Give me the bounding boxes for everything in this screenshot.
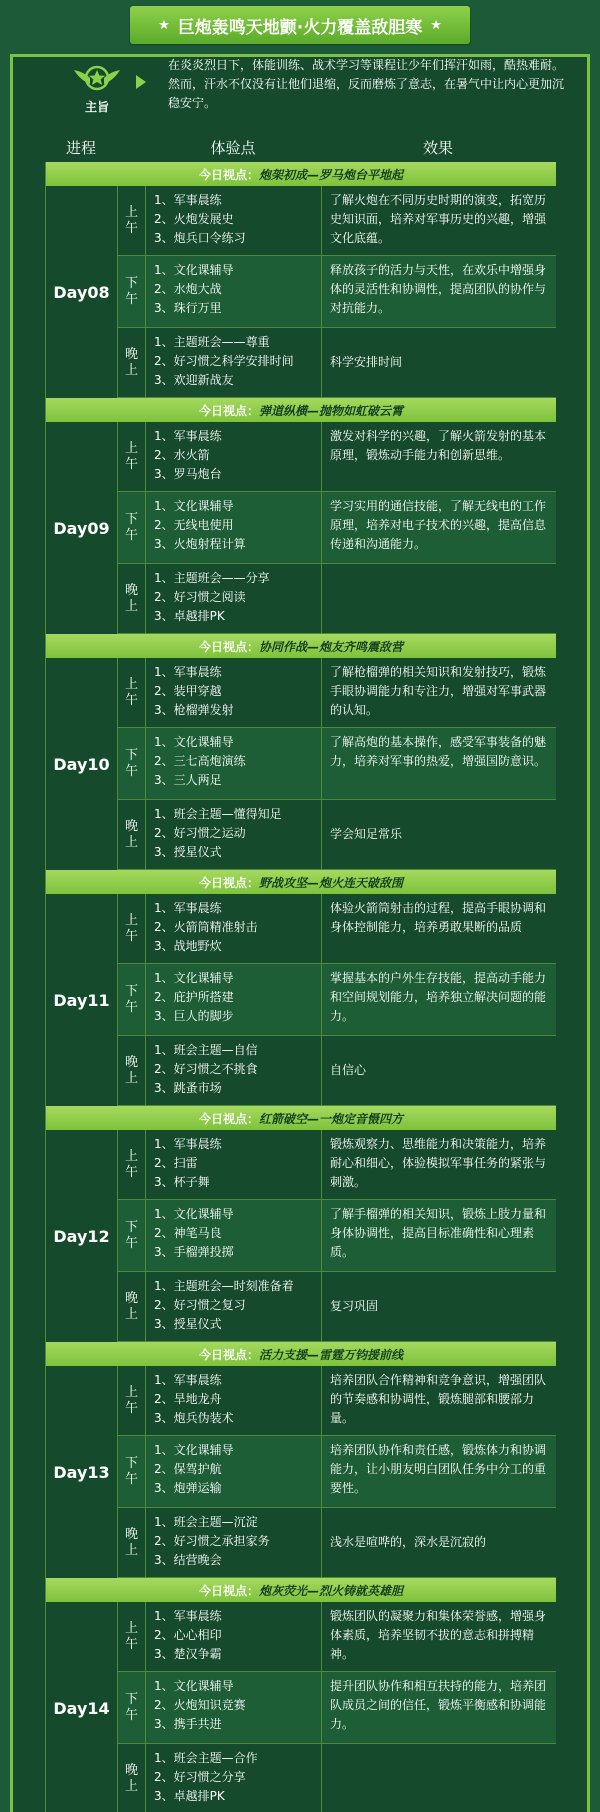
activity-item: 2、无线电使用 <box>154 518 234 532</box>
activity-item: 3、楚汉争霸 <box>154 1647 222 1661</box>
day-theme-bar <box>46 1106 556 1130</box>
activity-item: 3、枪榴弹发射 <box>154 703 234 717</box>
period-label: 晚上 <box>118 564 146 633</box>
activities-list <box>146 964 322 1035</box>
page-title: 巨炮轰鸣天地颤·火力覆盖敌胆寒 <box>177 17 423 38</box>
theme-prefix: 今日视点： <box>198 639 259 654</box>
day-block <box>46 1106 556 1342</box>
activity-item: 1、军事晨练 <box>154 1137 222 1151</box>
activity-item: 3、欢迎新战友 <box>154 373 234 387</box>
badge-label: 主旨 <box>84 100 109 114</box>
theme-prefix: 今日视点： <box>198 1347 259 1362</box>
day-label: Day08 <box>46 186 118 398</box>
theme-text: 炮架初成—罗马炮台平地起 <box>259 167 404 182</box>
activity-item: 1、军事晨练 <box>154 1609 222 1623</box>
header-activities: 体验点 <box>210 138 256 157</box>
activities-list <box>146 1672 322 1743</box>
activity-item: 3、罗马炮台 <box>154 467 222 481</box>
day-block <box>46 1578 556 1812</box>
activity-item: 2、三七高炮演练 <box>154 754 246 768</box>
activity-item: 2、水炮大战 <box>154 282 222 296</box>
activities-list <box>146 492 322 563</box>
effect-text: 培养团队协作和责任感，锻炼体力和协调能力，让小朋友明白团队任务中分工的重要性。 <box>330 1443 547 1495</box>
page-title-banner <box>130 6 470 44</box>
table-row <box>118 186 556 256</box>
day-label: Day14 <box>46 1602 118 1812</box>
period-label: 晚上 <box>118 1744 146 1812</box>
table-row <box>118 564 556 634</box>
table-row <box>118 1272 556 1342</box>
activities-list <box>146 1508 322 1577</box>
effect-text: 掌握基本的户外生存技能，提高动手能力和空间规划能力，培养独立解决问题的能力。 <box>330 971 547 1023</box>
period-label: 晚上 <box>118 328 146 397</box>
activity-item: 2、好习惯之阅读 <box>154 590 246 604</box>
activity-item: 3、珠行万里 <box>154 301 222 315</box>
activity-item: 1、军事晨练 <box>154 1373 222 1387</box>
activity-item: 3、携手共进 <box>154 1717 222 1731</box>
activity-item: 1、军事晨练 <box>154 193 222 207</box>
effect-text: 了解高炮的基本操作，感受军事装备的魅力，培养对军事的热爱，增强国防意识。 <box>330 735 547 768</box>
schedule-table <box>45 162 555 1812</box>
effect-text: 了解手榴弹的相关知识，锻炼上肢力量和身体协调性，提高目标准确性和心理素质。 <box>330 1207 547 1259</box>
activity-item: 2、火箭筒精准射击 <box>154 920 258 934</box>
day-theme-bar <box>46 1342 556 1366</box>
activity-item: 3、三人两足 <box>154 773 222 787</box>
activity-item: 1、主题班会——尊重 <box>154 335 270 349</box>
period-label: 晚上 <box>118 800 146 869</box>
activity-item: 2、火炮知识竞赛 <box>154 1698 246 1712</box>
day-theme-bar <box>46 634 556 658</box>
activity-item: 1、班会主题—合作 <box>154 1751 258 1765</box>
activity-item: 2、心心相印 <box>154 1628 222 1642</box>
day-block <box>46 162 556 398</box>
activity-item: 3、炮兵口令练习 <box>154 231 246 245</box>
day-label: Day13 <box>46 1366 118 1578</box>
star-icon: ★ <box>430 17 442 33</box>
activities-list <box>146 1200 322 1271</box>
theme-text: 炮灰荧光—烈火铸就英雄胆 <box>259 1583 404 1598</box>
effect-text: 释放孩子的活力与天性，在欢乐中增强身体的灵活性和协调性，提高团队的协作与对抗能力。 <box>330 263 547 315</box>
activity-item: 1、文化课辅导 <box>154 1679 234 1693</box>
activity-item: 3、杯子舞 <box>154 1175 210 1189</box>
header-day: 进程 <box>65 138 96 157</box>
table-row <box>118 422 556 492</box>
day-body <box>46 1366 556 1578</box>
table-row <box>118 1602 556 1672</box>
activity-item: 3、手榴弹投掷 <box>154 1245 234 1259</box>
period-label: 晚上 <box>118 1508 146 1577</box>
activities-list <box>146 658 322 727</box>
activities-list <box>146 894 322 963</box>
activity-item: 3、卓越排PK <box>154 609 225 623</box>
activity-item: 1、文化课辅导 <box>154 971 234 985</box>
effect-text: 锻炼团队的凝聚力和集体荣誉感，增强身体素质，培养坚韧不拔的意志和拼搏精神。 <box>330 1609 547 1661</box>
activity-item: 3、跳蚤市场 <box>154 1081 222 1095</box>
table-row <box>118 658 556 728</box>
activity-item: 2、装甲穿越 <box>154 684 222 698</box>
day-block <box>46 398 556 634</box>
table-row <box>118 256 556 328</box>
activity-item: 1、主题班会—时刻准备着 <box>154 1279 294 1293</box>
activity-item: 3、炮弹运输 <box>154 1481 222 1495</box>
activities-list <box>146 564 322 633</box>
effect-text <box>322 1744 556 1812</box>
day-label: Day09 <box>46 422 118 634</box>
table-row <box>118 1200 556 1272</box>
theme-prefix: 今日视点： <box>198 167 259 182</box>
activity-item: 2、旱地龙舟 <box>154 1392 222 1406</box>
activity-item: 3、巨人的脚步 <box>154 1009 234 1023</box>
table-row <box>118 1130 556 1200</box>
table-row <box>118 1036 556 1106</box>
period-label: 下午 <box>118 256 146 327</box>
effect-text <box>322 564 556 633</box>
effect-text: 培养团队合作精神和竞争意识，增强团队的节奏感和协调性，锻炼腿部和腰部力量。 <box>330 1373 547 1425</box>
activity-item: 1、班会主题—懂得知足 <box>154 807 282 821</box>
effect-text: 学习实用的通信技能，了解无线电的工作原理，培养对电子技术的兴趣，提高信息传递和沟通能力。 <box>330 499 547 551</box>
day-theme-bar <box>46 870 556 894</box>
theme-prefix: 今日视点： <box>198 403 259 418</box>
effect-text: 了解枪榴弹的相关知识和发射技巧，锻炼手眼协调能力和专注力，增强对军事武器的认知。 <box>330 665 547 717</box>
theme-prefix: 今日视点： <box>198 1111 259 1126</box>
theme-text: 弹道纵横—抛物如虹破云霄 <box>259 403 404 418</box>
header-spacer <box>117 132 145 162</box>
activity-item: 1、文化课辅导 <box>154 499 234 513</box>
day-body <box>46 894 556 1106</box>
activity-item: 2、扫雷 <box>154 1156 198 1170</box>
period-label: 晚上 <box>118 1272 146 1341</box>
theme-prefix: 今日视点： <box>198 875 259 890</box>
activity-item: 3、结营晚会 <box>154 1553 222 1567</box>
activity-item: 2、好习惯之承担家务 <box>154 1534 270 1548</box>
activity-item: 3、授星仪式 <box>154 1317 222 1331</box>
activity-item: 2、保驾护航 <box>154 1462 222 1476</box>
period-label: 上午 <box>118 894 146 963</box>
effect-text: 学会知足常乐 <box>330 827 403 841</box>
day-label: Day10 <box>46 658 118 870</box>
effect-text: 激发对科学的兴趣，了解火箭发射的基本原理，锻炼动手能力和创新思维。 <box>330 429 547 462</box>
day-label: Day11 <box>46 894 118 1106</box>
header-effect: 效果 <box>422 138 453 157</box>
activity-item: 1、班会主题—沉淀 <box>154 1515 258 1529</box>
activity-item: 3、卓越排PK <box>154 1789 225 1803</box>
activities-list <box>146 256 322 327</box>
period-label: 下午 <box>118 1200 146 1271</box>
activity-item: 3、战地野炊 <box>154 939 222 953</box>
table-row <box>118 1672 556 1744</box>
activity-item: 3、授星仪式 <box>154 845 222 859</box>
table-row <box>118 894 556 964</box>
period-label: 上午 <box>118 186 146 255</box>
activity-item: 2、好习惯之运动 <box>154 826 246 840</box>
day-block <box>46 1342 556 1578</box>
day-block <box>46 870 556 1106</box>
table-row <box>118 328 556 398</box>
activity-item: 2、好习惯之不挑食 <box>154 1062 258 1076</box>
effect-text: 科学安排时间 <box>330 355 403 369</box>
activity-item: 2、火炮发展史 <box>154 212 234 226</box>
activity-item: 3、火炮射程计算 <box>154 537 246 551</box>
day-body <box>46 1130 556 1342</box>
activities-list <box>146 1602 322 1671</box>
day-theme-bar <box>46 162 556 186</box>
table-row <box>118 1508 556 1578</box>
military-badge-icon <box>72 62 122 118</box>
effect-text: 自信心 <box>330 1063 367 1077</box>
activities-list <box>146 1366 322 1435</box>
activities-list <box>146 1036 322 1105</box>
period-label: 下午 <box>118 964 146 1035</box>
table-row <box>118 800 556 870</box>
activities-list <box>146 800 322 869</box>
activity-item: 2、好习惯之分享 <box>154 1770 246 1784</box>
table-row <box>118 1744 556 1812</box>
table-header <box>45 132 555 162</box>
activities-list <box>146 1436 322 1507</box>
period-label: 上午 <box>118 1366 146 1435</box>
theme-text: 活力支援—雷霆万钧援前线 <box>259 1347 404 1362</box>
activity-item: 1、主题班会——分享 <box>154 571 270 585</box>
effect-text: 体验火箭筒射击的过程，提高手眼协调和身体控制能力，培养勇敢果断的品质 <box>330 901 547 934</box>
effect-text: 了解火炮在不同历史时期的演变，拓宽历史知识面，培养对军事历史的兴趣，增强文化底蕴。 <box>330 193 547 245</box>
effect-text: 浅水是喧哗的，深水是沉寂的 <box>330 1535 487 1549</box>
period-label: 上午 <box>118 658 146 727</box>
intro-text: 在炎炎烈日下，体能训练、战术学习等课程让少年们挥汗如雨，酷热难耐。然而，汗水不仅没有让他们退缩，反而磨炼了意志，在暑气中让内心更加沉稳安宁。 <box>168 58 565 110</box>
theme-text: 协同作战—炮友齐鸣震敌营 <box>259 639 404 654</box>
arrow-right-icon <box>136 74 146 88</box>
period-label: 上午 <box>118 1130 146 1199</box>
activity-item: 1、军事晨练 <box>154 665 222 679</box>
period-label: 下午 <box>118 492 146 563</box>
period-label: 上午 <box>118 1602 146 1671</box>
period-label: 晚上 <box>118 1036 146 1105</box>
activity-item: 1、文化课辅导 <box>154 1207 234 1221</box>
activity-item: 1、军事晨练 <box>154 429 222 443</box>
activity-item: 3、炮兵伪装术 <box>154 1411 234 1425</box>
table-row <box>118 964 556 1036</box>
day-body <box>46 1602 556 1812</box>
activity-item: 2、庇护所搭建 <box>154 990 234 1004</box>
day-theme-bar <box>46 1578 556 1602</box>
day-body <box>46 422 556 634</box>
activity-item: 2、好习惯之科学安排时间 <box>154 354 294 368</box>
day-theme-bar <box>46 398 556 422</box>
table-row <box>118 492 556 564</box>
activity-item: 2、神笔马良 <box>154 1226 222 1240</box>
star-icon: ★ <box>158 17 170 33</box>
theme-text: 红箭破空—一炮定音慑四方 <box>259 1111 404 1126</box>
activities-list <box>146 1272 322 1341</box>
intro-section <box>40 54 565 124</box>
period-label: 下午 <box>118 1672 146 1743</box>
table-row <box>118 1436 556 1508</box>
activity-item: 1、文化课辅导 <box>154 1443 234 1457</box>
theme-text: 野战攻坚—炮火连天破敌围 <box>259 875 404 890</box>
activity-item: 1、文化课辅导 <box>154 263 234 277</box>
activities-list <box>146 1744 322 1812</box>
activities-list <box>146 422 322 491</box>
table-row <box>118 728 556 800</box>
period-label: 下午 <box>118 1436 146 1507</box>
activity-item: 2、水火箭 <box>154 448 210 462</box>
activity-item: 2、好习惯之复习 <box>154 1298 246 1312</box>
activities-list <box>146 186 322 255</box>
activities-list <box>146 728 322 799</box>
activity-item: 1、班会主题—自信 <box>154 1043 258 1057</box>
activities-list <box>146 1130 322 1199</box>
effect-text: 锻炼观察力、思维能力和决策能力，培养耐心和细心，体验模拟军事任务的紧张与刺激。 <box>330 1137 547 1189</box>
activity-item: 1、文化课辅导 <box>154 735 234 749</box>
effect-text: 提升团队协作和相互扶持的能力，培养团队成员之间的信任，锻炼平衡感和协调能力。 <box>330 1679 547 1731</box>
activity-item: 1、军事晨练 <box>154 901 222 915</box>
day-body <box>46 658 556 870</box>
day-body <box>46 186 556 398</box>
day-block <box>46 634 556 870</box>
period-label: 下午 <box>118 728 146 799</box>
table-row <box>118 1366 556 1436</box>
day-label: Day12 <box>46 1130 118 1342</box>
period-label: 上午 <box>118 422 146 491</box>
theme-prefix: 今日视点： <box>198 1583 259 1598</box>
activities-list <box>146 328 322 397</box>
effect-text: 复习巩固 <box>330 1299 379 1313</box>
